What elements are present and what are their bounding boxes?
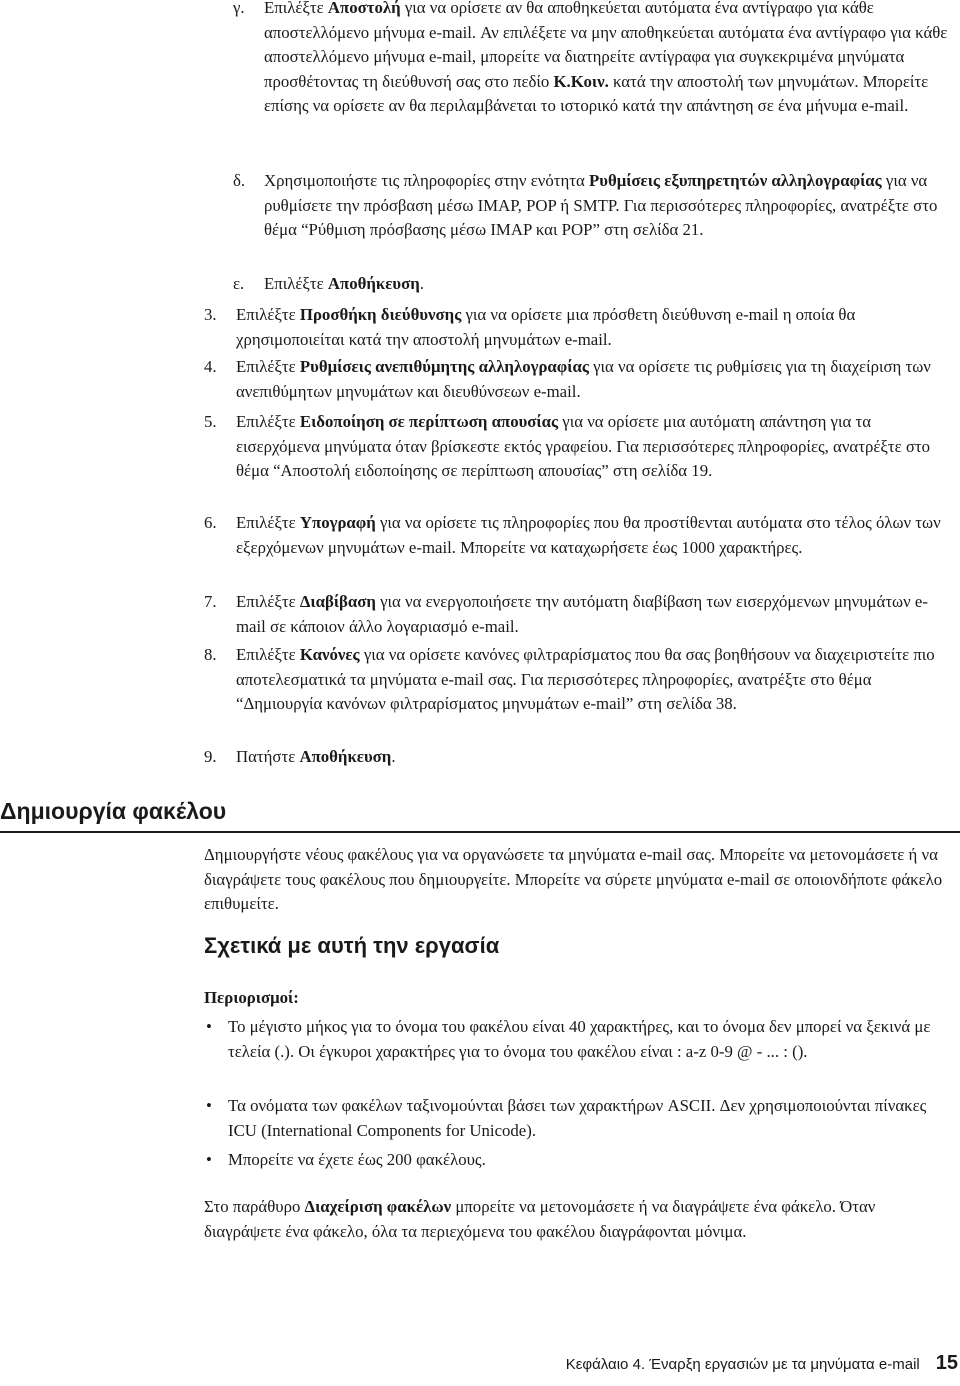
- ui-term: Ειδοποίηση σε περίπτωση απουσίας: [299, 412, 559, 431]
- ui-term: Ρυθμίσεις ανεπιθύμητης αλληλογραφίας: [299, 357, 589, 376]
- restriction-item: • Τα ονόματα των φακέλων ταξινομούνται βάσει των χαρακτήρων ASCII. Δεν χρησιμοποιούνται πίνακες ICU (International Components for Unicode).: [206, 1096, 927, 1140]
- ui-term: Διαχείριση φακέλων: [304, 1197, 452, 1216]
- step-marker: ε.: [233, 274, 245, 293]
- step-marker: 6.: [204, 513, 217, 532]
- ui-term: Κανόνες: [299, 645, 360, 664]
- section-divider: [0, 831, 960, 833]
- sub-step-c: γ. Επιλέξτε Αποστολή για να ορίσετε αν θα αποθηκεύεται αυτόματα ένα αντίγραφο για κάθε αποστελλόμενο μήνυμα e-mail. Αν επιλέξετε να μην αποθηκεύεται αυτόματα ένα αντίγραφο για κάθε αποστελλόμενο μήνυμα e-mail, μπορείτε να διατηρείτε αντίγραφα για συγκεκριμένα μηνύματα προσθέτοντας τη διεύθυνσή σας στο πεδίο Κ.Κοιν. κατά την αποστολή των μηνυμάτων. Μπορείτε επίσης να ορίσετε αν θα περιλαμβάνεται το ιστορικό κατά την απάντηση σε ένα μήνυμα e-mail.: [233, 0, 955, 119]
- restriction-item: • Το μέγιστο μήκος για το όνομα του φακέλου είναι 40 χαρακτήρες, και το όνομα δεν μπορεί να ξεκινά με τελεία (.). Οι έγκυροι χαρακτήρες για το όνομα του φακέλου είναι : a-z 0-9 @ - ... : ().: [206, 1017, 931, 1061]
- chapter-title: Κεφάλαιο 4. Έναρξη εργασιών με τα μηνύματα e-mail: [565, 1356, 920, 1373]
- sub-step-e: ε. Επιλέξτε Αποθήκευση.: [233, 272, 955, 297]
- ui-term: Προσθήκη διεύθυνσης: [299, 305, 462, 324]
- bullet-icon: •: [206, 1096, 212, 1115]
- step-6: 6. Επιλέξτε Υπογραφή για να ορίσετε τις πληροφορίες που θα προστίθενται αυτόματα στο τέλος όλων των εξερχόμενων μηνυμάτων e-mail. Μπορείτε να καταχωρήσετε έως 1000 χαρακτήρες.: [204, 513, 941, 557]
- subsection-title: Σχετικά με αυτή την εργασία: [204, 933, 500, 958]
- step-4: 4. Επιλέξτε Ρυθμίσεις ανεπιθύμητης αλληλογραφίας για να ορίσετε τις ρυθμίσεις για τη διαχείριση των ανεπιθύμητων μηνυμάτων και διευθύνσεων e-mail.: [204, 357, 931, 401]
- step-8: 8. Επιλέξτε Κανόνες για να ορίσετε κανόνες φιλτραρίσματος που θα σας βοηθήσουν να διαχειριστείτε πιο αποτελεσματικά τα μηνύματα e-mail σας. Για περισσότερες πληροφορίες, ανατρέξτε στο θέμα “Δημιουργία κανόνων φιλτραρίσματος μηνυμάτων e-mail” στη σελίδα 38.: [204, 645, 935, 713]
- section-title: Δημιουργία φακέλου: [0, 798, 227, 824]
- step-marker: γ.: [233, 0, 245, 17]
- step-marker: 3.: [204, 305, 217, 324]
- ui-term: Διαβίβαση: [299, 592, 376, 611]
- step-marker: 8.: [204, 645, 217, 664]
- step-marker: 7.: [204, 592, 217, 611]
- ui-term: Κ.Κοιν.: [553, 71, 609, 91]
- step-marker: 9.: [204, 747, 217, 766]
- bullet-icon: •: [206, 1150, 212, 1169]
- sub-step-d: δ. Χρησιμοποιήστε τις πληροφορίες στην ενότητα Ρυθμίσεις εξυπηρετητών αλληλογραφίας για να ρυθμίσετε την πρόσβαση μέσω IMAP, POP ή SMTP. Για περισσότερες πληροφορίες, ανατρέξτε στο θέμα “Ρύθμιση πρόσβασης μέσω IMAP και POP” στη σελίδα 21.: [233, 171, 938, 239]
- restriction-item: • Μπορείτε να έχετε έως 200 φακέλους.: [204, 1148, 956, 1173]
- step-9: 9. Πατήστε Αποθήκευση.: [204, 745, 956, 770]
- ui-term: Αποθήκευση: [299, 747, 392, 766]
- page-number: 15: [935, 1352, 958, 1374]
- ui-term: Αποστολή: [327, 0, 401, 17]
- restrictions-label: Περιορισμοί:: [204, 988, 299, 1007]
- bullet-icon: •: [206, 1017, 212, 1036]
- closing-paragraph: Στο παράθυρο Διαχείριση φακέλων μπορείτε να μετονομάσετε ή να διαγράψετε ένα φάκελο. Όταν διαγράψετε ένα φάκελο, όλα τα περιεχόμενα του φακέλου διαγράφονται μόνιμα.: [204, 1197, 876, 1241]
- step-7: 7. Επιλέξτε Διαβίβαση για να ενεργοποιήσετε την αυτόματη διαβίβαση των εισερχόμενων μηνυμάτων e-mail σε κάποιον άλλο λογαριασμό e-mail.: [204, 592, 928, 636]
- section-intro: Δημιουργήστε νέους φακέλους για να οργανώσετε τα μηνύματα e-mail σας. Μπορείτε να μετονομάσετε ή να διαγράψετε τους φακέλους που δημιουργείτε. Μπορείτε να σύρετε μηνύματα e-mail σε οποιονδήποτε φάκελο επιθυμείτε.: [204, 845, 943, 913]
- step-3: 3. Επιλέξτε Προσθήκη διεύθυνσης για να ορίσετε μια πρόσθετη διεύθυνση e-mail η οποία θα χρησιμοποιείται κατά την αποστολή μηνυμάτων e-mail.: [204, 305, 856, 349]
- ui-term: Αποθήκευση: [327, 274, 420, 293]
- step-marker: δ.: [233, 171, 246, 190]
- ui-term: Υπογραφή: [299, 513, 376, 532]
- step-5: 5. Επιλέξτε Ειδοποίηση σε περίπτωση απουσίας για να ορίσετε μια αυτόματη απάντηση για τα εισερχόμενα μηνύματα όταν βρίσκεστε εκτός γραφείου. Για περισσότερες πληροφορίες, ανατρέξτε στο θέμα “Αποστολή ειδοποίησης σε περίπτωση απουσίας” στη σελίδα 19.: [204, 412, 931, 480]
- step-marker: 4.: [204, 357, 217, 376]
- ui-term: Ρυθμίσεις εξυπηρετητών αλληλογραφίας: [588, 171, 882, 190]
- step-marker: 5.: [204, 412, 217, 431]
- page-footer: [566, 1352, 958, 1382]
